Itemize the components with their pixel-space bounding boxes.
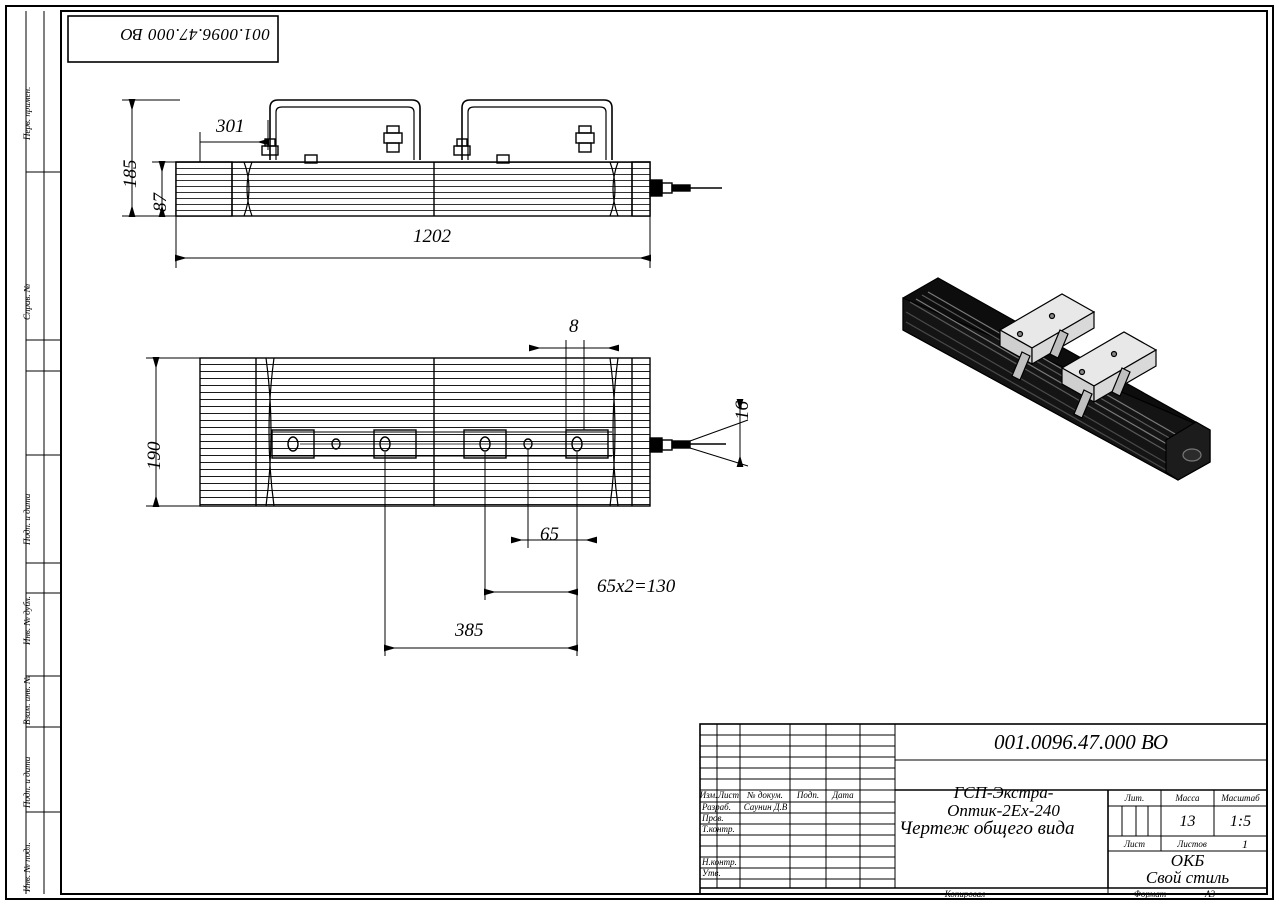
header-lit: Лит.: [1124, 792, 1145, 803]
margin-label-sprav: Справ. №: [22, 283, 32, 320]
drawing-code-top: 001.0096.47.000 ВО: [120, 25, 270, 44]
dim-65x2: 65x2=130: [597, 576, 676, 597]
dim-301: 301: [216, 116, 245, 137]
format-value: А3: [1205, 889, 1215, 900]
role-prov: Пров.: [702, 812, 724, 823]
header-mass: Масса: [1175, 792, 1200, 803]
product-name: ГСП-Экстра-Оптик-2Ех-240: [947, 783, 1060, 820]
dim-8: 8: [569, 316, 579, 337]
mass-value: 13: [1179, 812, 1196, 830]
role-nkontr: Н.контр.: [702, 856, 737, 867]
role-razrab: Разраб.: [702, 801, 731, 812]
col-docnum: № докум.: [747, 790, 783, 801]
col-list: Лист: [717, 790, 740, 801]
role-tkontr: Т.контр.: [702, 823, 735, 834]
scale-value: 1:5: [1229, 812, 1252, 830]
name-razrab: Саунин Д.В: [743, 801, 788, 812]
dim-385: 385: [455, 620, 484, 641]
col-data: Дата: [832, 790, 854, 801]
dim-87: 87: [150, 193, 171, 212]
margin-label-perv-primen: Перв. примен.: [22, 86, 32, 140]
dim-1202: 1202: [413, 226, 451, 247]
margin-label-inv-podl: Инв. № подл.: [22, 842, 32, 892]
dim-185: 185: [120, 159, 141, 188]
title-code: 001.0096.47.000 ВО: [993, 729, 1168, 754]
sheets-value: 1: [1242, 837, 1248, 852]
format-label: Формат: [1133, 889, 1167, 900]
doc-kind: Чертеж общего вида: [899, 818, 1075, 840]
dim-16: 16: [732, 401, 753, 420]
header-sheets: Листов: [1177, 838, 1207, 849]
copied-label: Копировал: [944, 889, 986, 900]
org-line-1: ОКБ: [1170, 850, 1205, 870]
col-podp: Подп.: [796, 790, 820, 801]
margin-label-vzam-inv: Взам. инв. №: [22, 675, 32, 725]
header-scale: Масштаб: [1221, 792, 1260, 803]
col-izm: Изм.: [699, 790, 718, 801]
margin-label-podp-data-1: Подп. и дата: [22, 493, 32, 545]
header-sheet: Лист: [1123, 838, 1146, 849]
margin-label-podp-data-2: Подп. и дата: [22, 756, 32, 808]
role-utv: Утв.: [702, 867, 721, 878]
dim-65: 65: [540, 524, 559, 545]
org-line-2: Свой стиль: [1145, 868, 1230, 888]
margin-label-inv-dubl: Инв. № дубл.: [22, 595, 32, 645]
dim-190: 190: [144, 441, 165, 470]
